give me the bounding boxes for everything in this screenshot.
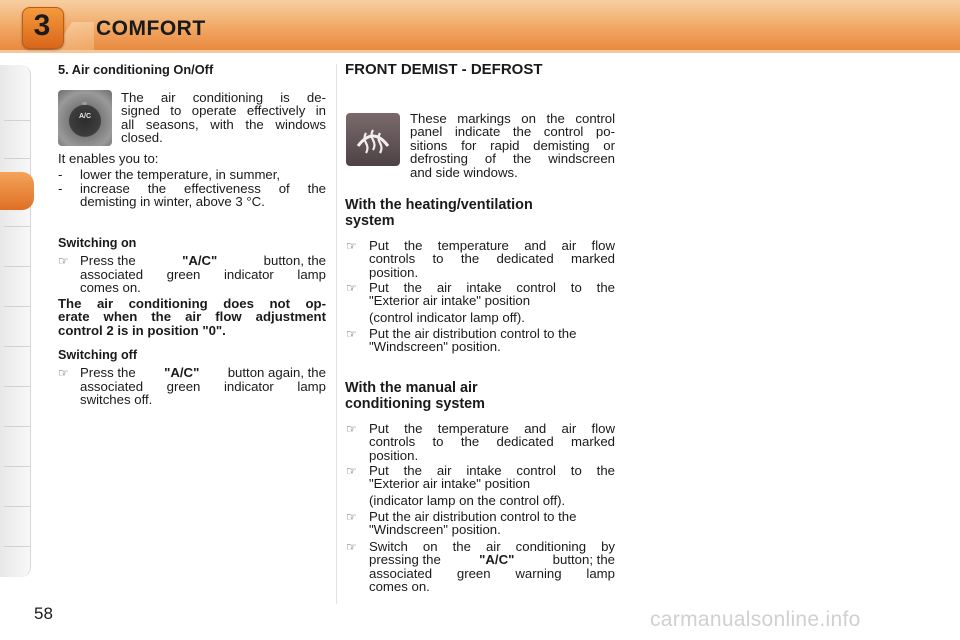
page-number: 58 bbox=[34, 604, 53, 623]
text-line: Put the air distribution control to the bbox=[369, 509, 577, 524]
pointing-finger-icon: ☞ bbox=[346, 464, 357, 478]
text-line: Put the air intake control to the bbox=[369, 463, 615, 478]
heating-heading bbox=[345, 198, 533, 229]
header-underline bbox=[0, 50, 960, 53]
heading-line: system bbox=[345, 212, 395, 229]
text-line: associated green indicator lamp bbox=[80, 379, 326, 394]
pointing-finger-icon: ☞ bbox=[346, 327, 357, 341]
text-line: "Windscreen" position. bbox=[369, 522, 501, 538]
text-line: demisting in winter, above 3 °C. bbox=[80, 194, 265, 210]
text-span: Press the bbox=[80, 365, 136, 380]
chapter-title: COMFORT bbox=[96, 17, 206, 40]
switching-off-step bbox=[80, 366, 326, 379]
text-line: position. bbox=[369, 447, 419, 463]
pointing-finger-icon: ☞ bbox=[58, 366, 69, 380]
text-line: closed. bbox=[121, 130, 163, 146]
text-line: The air conditioning is de- bbox=[121, 90, 326, 105]
manual-step-4 bbox=[369, 540, 615, 594]
text-line: panel indicate the control po- bbox=[410, 124, 615, 140]
text-line: Put the temperature and air flow bbox=[369, 421, 615, 436]
chapter-tab-active[interactable] bbox=[0, 172, 34, 210]
heating-step-1 bbox=[369, 239, 615, 279]
switching-on-note bbox=[58, 297, 326, 337]
text-line: "Exterior air intake" position bbox=[369, 293, 531, 309]
tab-separator bbox=[4, 386, 30, 387]
switching-off-heading: Switching off bbox=[58, 348, 138, 362]
text-span: button; the bbox=[552, 552, 615, 568]
text-span: pressing the bbox=[369, 552, 441, 568]
text-line: comes on. bbox=[80, 280, 141, 296]
text-line: and side windows. bbox=[410, 164, 518, 180]
use-item-winter bbox=[80, 182, 326, 209]
switching-on-step bbox=[80, 254, 326, 267]
section-title-demist: FRONT DEMIST - DEFROST bbox=[345, 61, 543, 78]
pointing-finger-icon: ☞ bbox=[346, 540, 357, 554]
text-line: control 2 is in position "0". bbox=[58, 322, 226, 338]
defrost-symbol bbox=[346, 113, 400, 166]
pointing-finger-icon: ☞ bbox=[346, 281, 357, 295]
ac-key-label: "A/C" bbox=[164, 365, 200, 380]
chapter-number: 3 bbox=[33, 9, 51, 42]
text-line: The air conditioning does not op- bbox=[58, 296, 326, 311]
heading-line: With the heating/ventilation bbox=[345, 197, 533, 213]
use-item-summer: lower the temperature, in summer, bbox=[80, 167, 281, 182]
text-line: controls to the dedicated marked bbox=[369, 434, 615, 450]
text-line: increase the effectiveness of the bbox=[80, 181, 326, 196]
heating-step-2 bbox=[369, 281, 615, 308]
manual-step-1 bbox=[369, 422, 615, 462]
manual-step-2 bbox=[369, 464, 615, 491]
pointing-finger-icon: ☞ bbox=[346, 239, 357, 253]
text-line: Put the temperature and air flow bbox=[369, 238, 615, 253]
text-span: button, the bbox=[263, 253, 326, 268]
pointing-finger-icon: ☞ bbox=[346, 422, 357, 436]
text-line: defrosting of the windscreen bbox=[410, 151, 615, 167]
text-line: Put the air intake control to the bbox=[369, 280, 615, 295]
heating-step-3 bbox=[369, 327, 615, 354]
heading-line: conditioning system bbox=[345, 395, 485, 412]
section-title-ac: 5. Air conditioning On/Off bbox=[58, 62, 214, 77]
tab-separator bbox=[4, 226, 30, 227]
text-line: associated green indicator lamp bbox=[80, 267, 326, 282]
pointing-finger-icon: ☞ bbox=[58, 254, 69, 268]
text-line: These markings on the control bbox=[410, 111, 615, 126]
enables-text: It enables you to: bbox=[58, 151, 159, 166]
tab-separator bbox=[4, 266, 30, 267]
tab-separator bbox=[4, 346, 30, 347]
dash-bullet: - bbox=[58, 167, 63, 182]
text-line: "Windscreen" position. bbox=[369, 339, 501, 355]
text-span: button again, the bbox=[227, 365, 326, 380]
chapter-tabs bbox=[0, 65, 31, 577]
ac-indicator-lamp bbox=[82, 102, 87, 105]
manual-ac-heading bbox=[345, 381, 485, 412]
tab-separator bbox=[4, 506, 30, 507]
text-line: all seasons, with the windows bbox=[121, 116, 326, 132]
text-line: position. bbox=[369, 264, 419, 280]
text-line bbox=[369, 553, 615, 566]
tab-separator bbox=[4, 426, 30, 427]
switching-on-heading: Switching on bbox=[58, 236, 137, 250]
ac-key-label: "A/C" bbox=[479, 552, 515, 568]
tab-separator bbox=[4, 546, 30, 547]
text-line: Put the air distribution control to the bbox=[369, 326, 577, 341]
heading-line: With the manual air bbox=[345, 380, 478, 396]
text-line: signed to operate effectively in bbox=[121, 103, 326, 119]
text-line: comes on. bbox=[369, 579, 430, 595]
tab-separator bbox=[4, 306, 30, 307]
tab-separator bbox=[4, 120, 30, 121]
switching-off-step-cont bbox=[80, 380, 326, 407]
ac-button-label: A/C bbox=[78, 113, 92, 120]
switching-on-step-cont bbox=[80, 268, 326, 295]
heating-step-2-note: (control indicator lamp off). bbox=[369, 310, 525, 325]
ac-key-label: "A/C" bbox=[182, 253, 218, 268]
text-line: sitions for rapid demisting or bbox=[410, 137, 615, 153]
text-span: Press the bbox=[80, 253, 136, 268]
watermark: carmanualsonline.info bbox=[650, 608, 861, 631]
dash-bullet: - bbox=[58, 181, 63, 196]
pointing-finger-icon: ☞ bbox=[346, 510, 357, 524]
front-defrost-icon bbox=[346, 113, 400, 166]
manual-step-3 bbox=[369, 510, 615, 537]
tab-separator bbox=[4, 466, 30, 467]
demist-intro bbox=[410, 112, 615, 179]
manual-step-2-note: (indicator lamp on the control off). bbox=[369, 493, 566, 508]
text-line: switches off. bbox=[80, 392, 153, 408]
text-line: controls to the dedicated marked bbox=[369, 251, 615, 267]
text-line: associated green warning lamp bbox=[369, 565, 615, 581]
text-line: "Exterior air intake" position bbox=[369, 476, 531, 492]
tab-separator bbox=[4, 158, 30, 159]
text-line: Switch on the air conditioning by bbox=[369, 539, 615, 554]
text-line: erate when the air flow adjustment bbox=[58, 309, 326, 325]
ac-intro bbox=[121, 91, 326, 145]
column-divider bbox=[336, 64, 337, 604]
